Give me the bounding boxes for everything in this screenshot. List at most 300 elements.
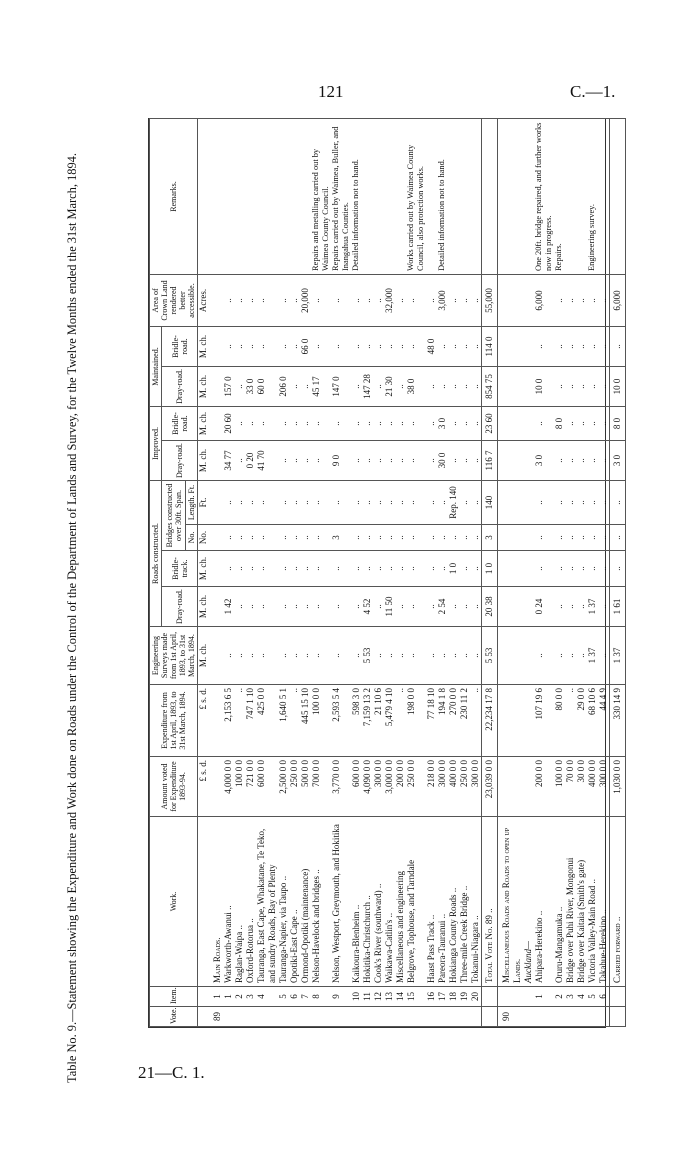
total-vote-89-row-mnt-bridle: 114 0 — [482, 326, 498, 366]
cell-mnt-bridle: .. — [362, 326, 373, 366]
cell-bridle: .. — [331, 551, 351, 587]
cell-imp-bridle: .. — [565, 406, 576, 440]
header-maintained-dray: Dray-road. — [162, 366, 198, 406]
cell-engineering: 5 53 — [362, 627, 373, 685]
cell-no: .. — [245, 525, 256, 551]
cell-amount — [209, 757, 223, 817]
cell-engineering: .. — [245, 627, 256, 685]
cell-bridle: .. — [311, 551, 331, 587]
cell-imp-bridle: .. — [289, 406, 300, 440]
table-row — [256, 118, 278, 1026]
cell-vote — [598, 1007, 610, 1027]
cell-expenditure: 100 0 0 — [311, 685, 331, 757]
cell-remarks: Detailed information not to hand. — [437, 118, 448, 274]
cell-imp-dray: .. — [470, 441, 482, 481]
cell-mnt-dray: 33 0 — [245, 366, 256, 406]
cell-mnt-dray — [498, 366, 524, 406]
cell-mnt-bridle: .. — [554, 326, 565, 366]
cell-mnt-dray: .. — [554, 366, 565, 406]
cell-no: .. — [554, 525, 565, 551]
cell-area — [523, 274, 534, 326]
cell-no: .. — [384, 525, 395, 551]
unit-mnt-dray: M. ch. — [198, 366, 210, 406]
cell-mnt-bridle: .. — [437, 326, 448, 366]
cell-engineering: .. — [470, 627, 482, 685]
cell-imp-dray: 41 70 — [256, 441, 278, 481]
cell-remarks: Repairs carried out by Waimea, Buller, and Inangahua Counties. — [331, 118, 351, 274]
cell-imp-dray: .. — [459, 441, 470, 481]
cell-dray: 11 50 — [384, 587, 395, 627]
cell-work: Pareora-Tauranui .. — [437, 817, 448, 987]
cell-imp-bridle: .. — [598, 406, 610, 440]
cell-empty — [482, 1007, 498, 1027]
cell-imp-bridle: .. — [311, 406, 331, 440]
cell-imp-bridle: .. — [331, 406, 351, 440]
cell-imp-dray: .. — [426, 441, 437, 481]
total-vote-89-row-imp-dray: 116 7 — [482, 441, 498, 481]
cell-work: Hokianga County Roads .. — [448, 817, 459, 987]
cell-remarks: Engineering survey. — [587, 118, 598, 274]
cell-expenditure: 5,479 4 10 — [384, 685, 395, 757]
cell-bridle: .. — [373, 551, 384, 587]
cell-work: Kaikoura-Blenheim .. — [351, 817, 362, 987]
cell-area: .. — [373, 274, 384, 326]
header-expenditure: Expenditure from 1st April, 1893, to 31st March, 1894. — [150, 685, 198, 757]
cell-bridle: .. — [223, 551, 234, 587]
cell-imp-dray: .. — [384, 441, 395, 481]
total-vote-89-row-expenditure: 22,234 17 8 — [482, 685, 498, 757]
cell-area: .. — [245, 274, 256, 326]
cell-item: 1 — [534, 987, 554, 1007]
cell-expenditure — [209, 685, 223, 757]
cell-no: .. — [459, 525, 470, 551]
cell-mnt-bridle: .. — [406, 326, 426, 366]
cell-no: .. — [362, 525, 373, 551]
cell-mnt-bridle: .. — [448, 326, 459, 366]
table-body — [198, 118, 626, 1026]
cell-no: .. — [565, 525, 576, 551]
cell-remarks — [598, 118, 610, 274]
cell-expenditure: .. — [234, 685, 245, 757]
cell-remarks — [209, 118, 223, 274]
header-bridle-track: Bridle-track. — [162, 551, 198, 587]
cell-imp-dray: .. — [587, 441, 598, 481]
cell-dray: .. — [331, 587, 351, 627]
cell-item: 13 — [384, 987, 395, 1007]
cell-imp-dray: .. — [289, 441, 300, 481]
cell-item: 1 — [209, 987, 223, 1007]
cell-dray: 1 42 — [223, 587, 234, 627]
table-title-box — [60, 118, 120, 1118]
cell-dray: .. — [256, 587, 278, 627]
cell-bridle: .. — [289, 551, 300, 587]
cell-amount: 218 0 0 — [426, 757, 437, 817]
cell-vote — [373, 1007, 384, 1027]
cell-work: Hokitika-Christchurch .. — [362, 817, 373, 987]
cell-work: Cook's River (southward) .. — [373, 817, 384, 987]
cell-area: .. — [587, 274, 598, 326]
cell-empty — [610, 1007, 626, 1027]
cell-remarks — [289, 118, 300, 274]
cell-dray — [498, 587, 524, 627]
cell-mnt-bridle: 48 0 — [426, 326, 437, 366]
cell-vote — [459, 1007, 470, 1027]
cell-mnt-bridle: .. — [351, 326, 362, 366]
cell-no: .. — [351, 525, 362, 551]
cell-imp-dray: .. — [300, 441, 311, 481]
cell-imp-bridle: .. — [587, 406, 598, 440]
cell-amount: 2,500 0 0 — [278, 757, 289, 817]
cell-vote: 89 — [209, 1007, 223, 1027]
cell-remarks — [576, 118, 587, 274]
cell-imp-dray: .. — [234, 441, 245, 481]
cell-dray: .. — [278, 587, 289, 627]
cell-no: .. — [395, 525, 406, 551]
cell-mnt-bridle: .. — [576, 326, 587, 366]
cell-length — [523, 481, 534, 525]
cell-engineering: .. — [300, 627, 311, 685]
cell-imp-bridle: .. — [373, 406, 384, 440]
unit-amount: £ s. d. — [198, 757, 210, 817]
cell-expenditure: 7,159 13 2 — [362, 685, 373, 757]
cell-imp-dray: .. — [565, 441, 576, 481]
cell-vote — [223, 1007, 234, 1027]
cell-length: .. — [245, 481, 256, 525]
cell-remarks — [395, 118, 406, 274]
cell-bridle — [209, 551, 223, 587]
cell-imp-dray: .. — [373, 441, 384, 481]
header-work: Work. — [150, 817, 198, 987]
cell-mnt-bridle: .. — [373, 326, 384, 366]
table-row — [459, 118, 470, 1026]
cell-remarks — [300, 118, 311, 274]
cell-imp-dray — [523, 441, 534, 481]
table-row — [300, 118, 311, 1026]
cell-work: Waikawa-Catlin's .. — [384, 817, 395, 987]
cell-engineering: .. — [576, 627, 587, 685]
cell-mnt-bridle: .. — [459, 326, 470, 366]
cell-length: .. — [311, 481, 331, 525]
cell-vote — [351, 1007, 362, 1027]
cell-item: 1 — [223, 987, 234, 1007]
cell-item: 16 — [426, 987, 437, 1007]
cell-mnt-bridle: .. — [331, 326, 351, 366]
cell-item: 5 — [587, 987, 598, 1007]
cell-length — [498, 481, 524, 525]
cell-bridle: .. — [554, 551, 565, 587]
cell-imp-bridle — [498, 406, 524, 440]
cell-amount: 500 0 0 — [300, 757, 311, 817]
cell-work: Raglan-Waipa .. — [234, 817, 245, 987]
cell-amount: 250 0 0 — [406, 757, 426, 817]
cell-expenditure: 230 11 2 — [459, 685, 470, 757]
cell-amount: 100 0 0 — [554, 757, 565, 817]
cell-no: .. — [598, 525, 610, 551]
cell-remarks: Repairs and metalling carried out by Waimea County Council. — [311, 118, 331, 274]
table-row — [470, 118, 482, 1026]
cell-mnt-dray: 157 0 — [223, 366, 234, 406]
carried-forward-row-mnt-bridle: .. — [610, 326, 626, 366]
cell-amount — [523, 757, 534, 817]
cell-imp-bridle: .. — [395, 406, 406, 440]
cell-item: 5 — [278, 987, 289, 1007]
cell-item: 10 — [351, 987, 362, 1007]
cell-item — [523, 987, 534, 1007]
cell-area: .. — [289, 274, 300, 326]
cell-length: .. — [234, 481, 245, 525]
cell-dray: .. — [470, 587, 482, 627]
table-row — [598, 118, 610, 1026]
cell-dray: .. — [289, 587, 300, 627]
cell-item: 8 — [311, 987, 331, 1007]
cell-length: .. — [256, 481, 278, 525]
cell-work: Ormond-Opotiki (maintenance) — [300, 817, 311, 987]
header-amount: Amount voted for Expenditure 1893-94. — [150, 757, 198, 817]
total-vote-89-row-mnt-dray: 854 75 — [482, 366, 498, 406]
cell-no: .. — [311, 525, 331, 551]
cell-length: .. — [437, 481, 448, 525]
header-dray-road: Dray-road. — [162, 587, 198, 627]
cell-remarks — [223, 118, 234, 274]
cell-imp-bridle: .. — [234, 406, 245, 440]
cell-bridle — [523, 551, 534, 587]
cell-dray: .. — [245, 587, 256, 627]
cell-engineering: .. — [565, 627, 576, 685]
cell-amount: 400 0 0 — [448, 757, 459, 817]
cell-mnt-bridle: .. — [395, 326, 406, 366]
cell-mnt-dray: .. — [448, 366, 459, 406]
cell-remarks — [384, 118, 395, 274]
cell-mnt-bridle: .. — [534, 326, 554, 366]
cell-mnt-dray: .. — [576, 366, 587, 406]
cell-dray: .. — [406, 587, 426, 627]
cell-mnt-bridle: .. — [587, 326, 598, 366]
cell-work: Bridge over Kaitaia (Smith's gate) — [576, 817, 587, 987]
cell-remarks — [245, 118, 256, 274]
cell-dray: .. — [351, 587, 362, 627]
cell-bridle: .. — [576, 551, 587, 587]
cell-length: Rep. 140 — [448, 481, 459, 525]
cell-length: .. — [223, 481, 234, 525]
cell-imp-bridle: .. — [534, 406, 554, 440]
page-number: 121 — [318, 82, 344, 101]
cell-vote — [426, 1007, 437, 1027]
cell-remarks — [234, 118, 245, 274]
cell-imp-bridle — [523, 406, 534, 440]
cell-amount: 700 0 0 — [311, 757, 331, 817]
cell-work: Tauranga, East Cape, Whakatane, Te Teko, and sundry Roads, Bay of Plenty — [256, 817, 278, 987]
cell-area: .. — [331, 274, 351, 326]
carried-forward-row-label: Carried forward .. — [610, 817, 626, 987]
cell-work: Oxford-Rotorua .. — [245, 817, 256, 987]
cell-expenditure: 425 0 0 — [256, 685, 278, 757]
carried-forward-row-dray: 1 61 — [610, 587, 626, 627]
table-row — [373, 118, 384, 1026]
cell-imp-bridle: 8 0 — [554, 406, 565, 440]
cell-vote — [234, 1007, 245, 1027]
cell-imp-bridle: .. — [256, 406, 278, 440]
cell-vote — [534, 1007, 554, 1027]
cell-imp-bridle: .. — [459, 406, 470, 440]
cell-mnt-bridle: .. — [245, 326, 256, 366]
cell-expenditure: .. — [470, 685, 482, 757]
header-improved-bridle: Bridle-road. — [162, 406, 198, 440]
cell-item: 18 — [448, 987, 459, 1007]
cell-area: .. — [448, 274, 459, 326]
cell-engineering: .. — [598, 627, 610, 685]
cell-mnt-dray: .. — [373, 366, 384, 406]
carried-forward-row-expenditure: 330 14 9 — [610, 685, 626, 757]
cell-imp-bridle — [209, 406, 223, 440]
cell-dray: .. — [395, 587, 406, 627]
cell-mnt-dray: .. — [565, 366, 576, 406]
cell-imp-bridle: .. — [426, 406, 437, 440]
cell-remarks — [459, 118, 470, 274]
cell-dray: .. — [554, 587, 565, 627]
cell-engineering: .. — [311, 627, 331, 685]
cell-expenditure: 29 0 0 — [576, 685, 587, 757]
cell-mnt-dray: .. — [426, 366, 437, 406]
cell-empty — [610, 118, 626, 274]
cell-area: 6,000 — [534, 274, 554, 326]
cell-length: .. — [598, 481, 610, 525]
cell-empty — [482, 987, 498, 1007]
cell-vote — [256, 1007, 278, 1027]
cell-no: .. — [448, 525, 459, 551]
cell-item: 4 — [576, 987, 587, 1007]
header-roads-constructed: Roads constructed. — [150, 481, 162, 627]
cell-no: .. — [534, 525, 554, 551]
cell-no — [498, 525, 524, 551]
cell-no: 3 — [331, 525, 351, 551]
cell-mnt-bridle: .. — [311, 326, 331, 366]
cell-expenditure: 2,593 5 4 — [331, 685, 351, 757]
unit-length: Ft. — [198, 481, 210, 525]
cell-item: 14 — [395, 987, 406, 1007]
cell-mnt-dray: .. — [395, 366, 406, 406]
cell-no: .. — [278, 525, 289, 551]
cell-work: Tauranga-Napier, via Taupo .. — [278, 817, 289, 987]
cell-remarks — [523, 118, 534, 274]
cell-empty — [482, 118, 498, 274]
cell-imp-dray: .. — [311, 441, 331, 481]
cell-work: Main Roads. — [209, 817, 223, 987]
cell-engineering: .. — [554, 627, 565, 685]
cell-mnt-bridle: .. — [470, 326, 482, 366]
cell-work: Victoria Valley-Main Road .. — [587, 817, 598, 987]
unit-bridle: M. ch. — [198, 551, 210, 587]
cell-mnt-dray: 45 17 — [311, 366, 331, 406]
table-row — [565, 118, 576, 1026]
cell-imp-dray: 0 20 — [245, 441, 256, 481]
cell-bridle: .. — [278, 551, 289, 587]
carried-forward-row-mnt-dray: 10 0 — [610, 366, 626, 406]
cell-mnt-bridle: .. — [289, 326, 300, 366]
cell-imp-bridle: 3 0 — [437, 406, 448, 440]
cell-no: .. — [426, 525, 437, 551]
carried-forward-row-amount: 1,030 0 0 — [610, 757, 626, 817]
cell-expenditure: .. — [395, 685, 406, 757]
cell-area: .. — [395, 274, 406, 326]
table-row — [223, 118, 234, 1026]
cell-work: Haast Pass Track .. — [426, 817, 437, 987]
cell-mnt-dray: 147 28 — [362, 366, 373, 406]
cell-imp-dray: .. — [351, 441, 362, 481]
cell-remarks: One 20ft. bridge repaired, and further works now in progress. — [534, 118, 554, 274]
cell-engineering: .. — [437, 627, 448, 685]
cell-bridle: .. — [459, 551, 470, 587]
cell-expenditure: 1,640 5 1 — [278, 685, 289, 757]
cell-work: Three-mile Creek Bridge .. — [459, 817, 470, 987]
cell-imp-dray: 30 0 — [437, 441, 448, 481]
carried-forward-row-area: 6,000 — [610, 274, 626, 326]
cell-amount: 4,000 0 0 — [223, 757, 234, 817]
cell-dray: 2 54 — [437, 587, 448, 627]
carried-forward-row-imp-bridle: 8 0 — [610, 406, 626, 440]
cell-vote — [300, 1007, 311, 1027]
cell-engineering: .. — [234, 627, 245, 685]
cell-mnt-bridle — [498, 326, 524, 366]
cell-amount: 300 0 0 — [373, 757, 384, 817]
cell-length: .. — [289, 481, 300, 525]
cell-expenditure — [498, 685, 524, 757]
cell-no: .. — [437, 525, 448, 551]
table-row — [576, 118, 587, 1026]
cell-bridle — [498, 551, 524, 587]
header-maintained: Maintained. — [150, 326, 162, 406]
cell-item: 20 — [470, 987, 482, 1007]
cell-work: Warkworth-Awanui .. — [223, 817, 234, 987]
cell-expenditure: 194 1 8 — [437, 685, 448, 757]
cell-remarks — [498, 118, 524, 274]
cell-bridle: .. — [406, 551, 426, 587]
total-vote-89-row-label: Total Vote No. 89 .. — [482, 817, 498, 987]
cell-engineering: 1 37 — [587, 627, 598, 685]
cell-imp-bridle: .. — [384, 406, 395, 440]
table-row — [437, 118, 448, 1026]
cell-item: 15 — [406, 987, 426, 1007]
table-row — [384, 118, 395, 1026]
cell-imp-bridle: .. — [351, 406, 362, 440]
cell-length: .. — [384, 481, 395, 525]
cell-dray: .. — [426, 587, 437, 627]
cell-expenditure — [523, 685, 534, 757]
cell-no: .. — [256, 525, 278, 551]
cell-item: 2 — [234, 987, 245, 1007]
cell-amount: 300 0 0 — [598, 757, 610, 817]
cell-imp-bridle: .. — [406, 406, 426, 440]
table-row — [523, 118, 534, 1026]
cell-item: 6 — [598, 987, 610, 1007]
cell-vote — [587, 1007, 598, 1027]
cell-remarks — [362, 118, 373, 274]
cell-imp-dray: .. — [576, 441, 587, 481]
cell-dray: .. — [459, 587, 470, 627]
cell-mnt-dray: .. — [300, 366, 311, 406]
cell-work: Auckland— — [523, 817, 534, 987]
table-row — [278, 118, 289, 1026]
cell-remarks — [470, 118, 482, 274]
cell-imp-dray: .. — [395, 441, 406, 481]
cell-area: .. — [406, 274, 426, 326]
cell-imp-dray: .. — [554, 441, 565, 481]
cell-length: .. — [587, 481, 598, 525]
cell-bridle: .. — [300, 551, 311, 587]
cell-length: .. — [362, 481, 373, 525]
cell-area: .. — [256, 274, 278, 326]
cell-mnt-bridle: .. — [223, 326, 234, 366]
cell-remarks: Works carried out by Waimea County Council, also protection works. — [406, 118, 426, 274]
